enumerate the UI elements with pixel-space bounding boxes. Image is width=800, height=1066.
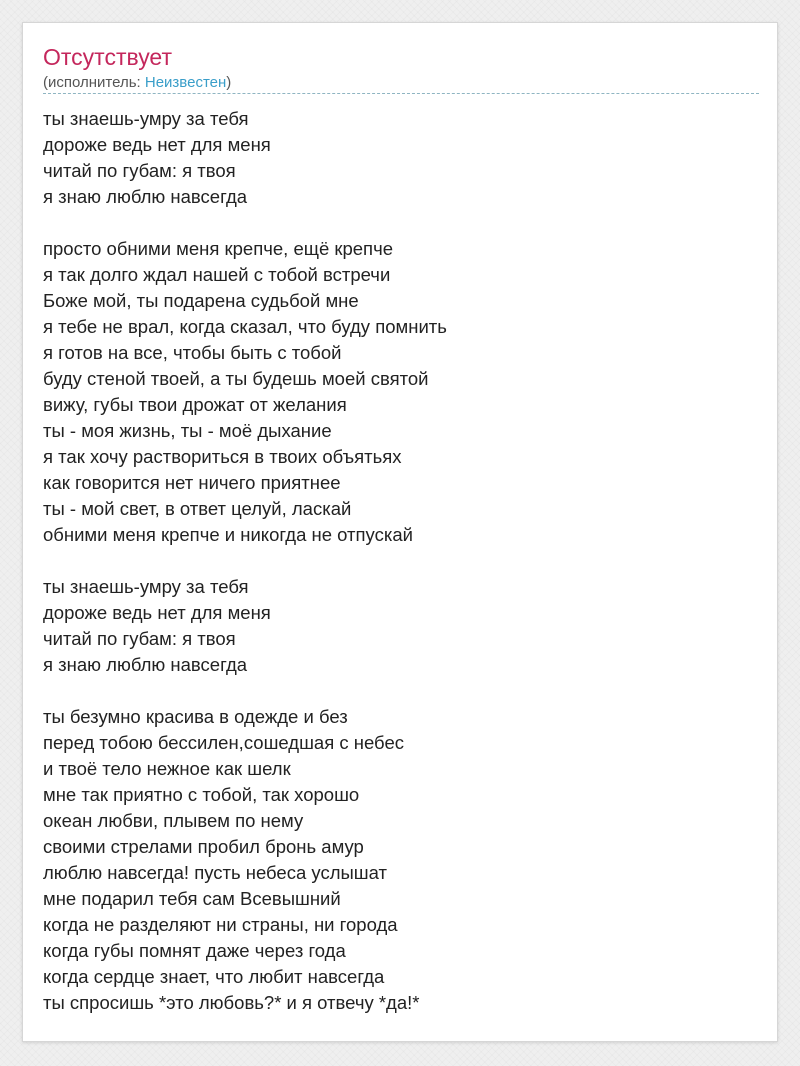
lyric-line: ты безумно красива в одежде и без xyxy=(43,706,348,727)
lyrics-stanza xyxy=(43,704,759,1016)
lyric-line: я знаю люблю навсегда xyxy=(43,654,248,675)
artist-prefix: (исполнитель: xyxy=(43,74,145,91)
lyric-line: ты знаешь-умру за тебя xyxy=(43,108,249,129)
lyric-line: читай по губам: я твоя xyxy=(43,160,236,181)
lyrics-stanza xyxy=(43,106,759,210)
lyric-line: своими стрелами пробил бронь амур xyxy=(43,836,364,857)
lyric-line: просто обними меня крепче, ещё крепче xyxy=(43,238,394,259)
lyric-line: вижу, губы твои дрожат от желания xyxy=(43,394,347,415)
lyric-line: когда сердце знает, что любит навсегда xyxy=(43,966,385,987)
lyrics-stanza xyxy=(43,574,759,678)
lyric-line: мне подарил тебя сам Всевышний xyxy=(43,888,341,909)
lyric-line: и твоё тело нежное как шелк xyxy=(43,758,291,779)
lyric-line: когда губы помнят даже через года xyxy=(43,940,346,961)
lyric-line: я так долго ждал нашей с тобой встречи xyxy=(43,264,391,285)
lyric-line: океан любви, плывем по нему xyxy=(43,810,304,831)
artist-link[interactable]: Неизвестен xyxy=(144,74,227,91)
lyric-line: я тебе не врал, когда сказал, что буду помнить xyxy=(43,316,447,337)
lyric-line: ты спросишь *это любовь?* и я отвечу *да!* xyxy=(43,992,420,1013)
song-title: Отсутствует xyxy=(43,44,172,70)
lyric-line: Боже мой, ты подарена судьбой мне xyxy=(43,290,359,311)
lyric-line: перед тобою бессилен,сошедшая с небес xyxy=(43,732,404,753)
lyric-line: читай по губам: я твоя xyxy=(43,628,236,649)
lyric-line: как говорится нет ничего приятнее xyxy=(43,472,341,493)
lyric-line: обними меня крепче и никогда не отпускай xyxy=(43,524,413,545)
lyric-line: дороже ведь нет для меня xyxy=(43,134,271,155)
lyrics-stanza xyxy=(43,236,759,548)
lyric-line: дороже ведь нет для меня xyxy=(43,602,271,623)
lyric-line: ты - мой свет, в ответ целуй, ласкай xyxy=(43,498,352,519)
lyric-line: когда не разделяют ни страны, ни города xyxy=(43,914,398,935)
lyrics-card xyxy=(22,22,778,1042)
lyric-line: я знаю люблю навсегда xyxy=(43,186,248,207)
lyric-line: я готов на все, чтобы быть с тобой xyxy=(43,342,342,363)
lyric-line: ты - моя жизнь, ты - моё дыхание xyxy=(43,420,332,441)
artist-suffix: ) xyxy=(226,74,232,91)
lyric-line: люблю навсегда! пусть небеса услышат xyxy=(43,862,387,883)
lyric-line: я так хочу раствориться в твоих объятьях xyxy=(43,446,402,467)
header-divider xyxy=(43,93,759,94)
lyric-line: буду стеной твоей, а ты будешь моей святой xyxy=(43,368,429,389)
lyric-line: мне так приятно с тобой, так хорошо xyxy=(43,784,360,805)
artist-line xyxy=(43,73,231,93)
lyrics-body xyxy=(43,106,759,1042)
lyric-line: ты знаешь-умру за тебя xyxy=(43,576,249,597)
